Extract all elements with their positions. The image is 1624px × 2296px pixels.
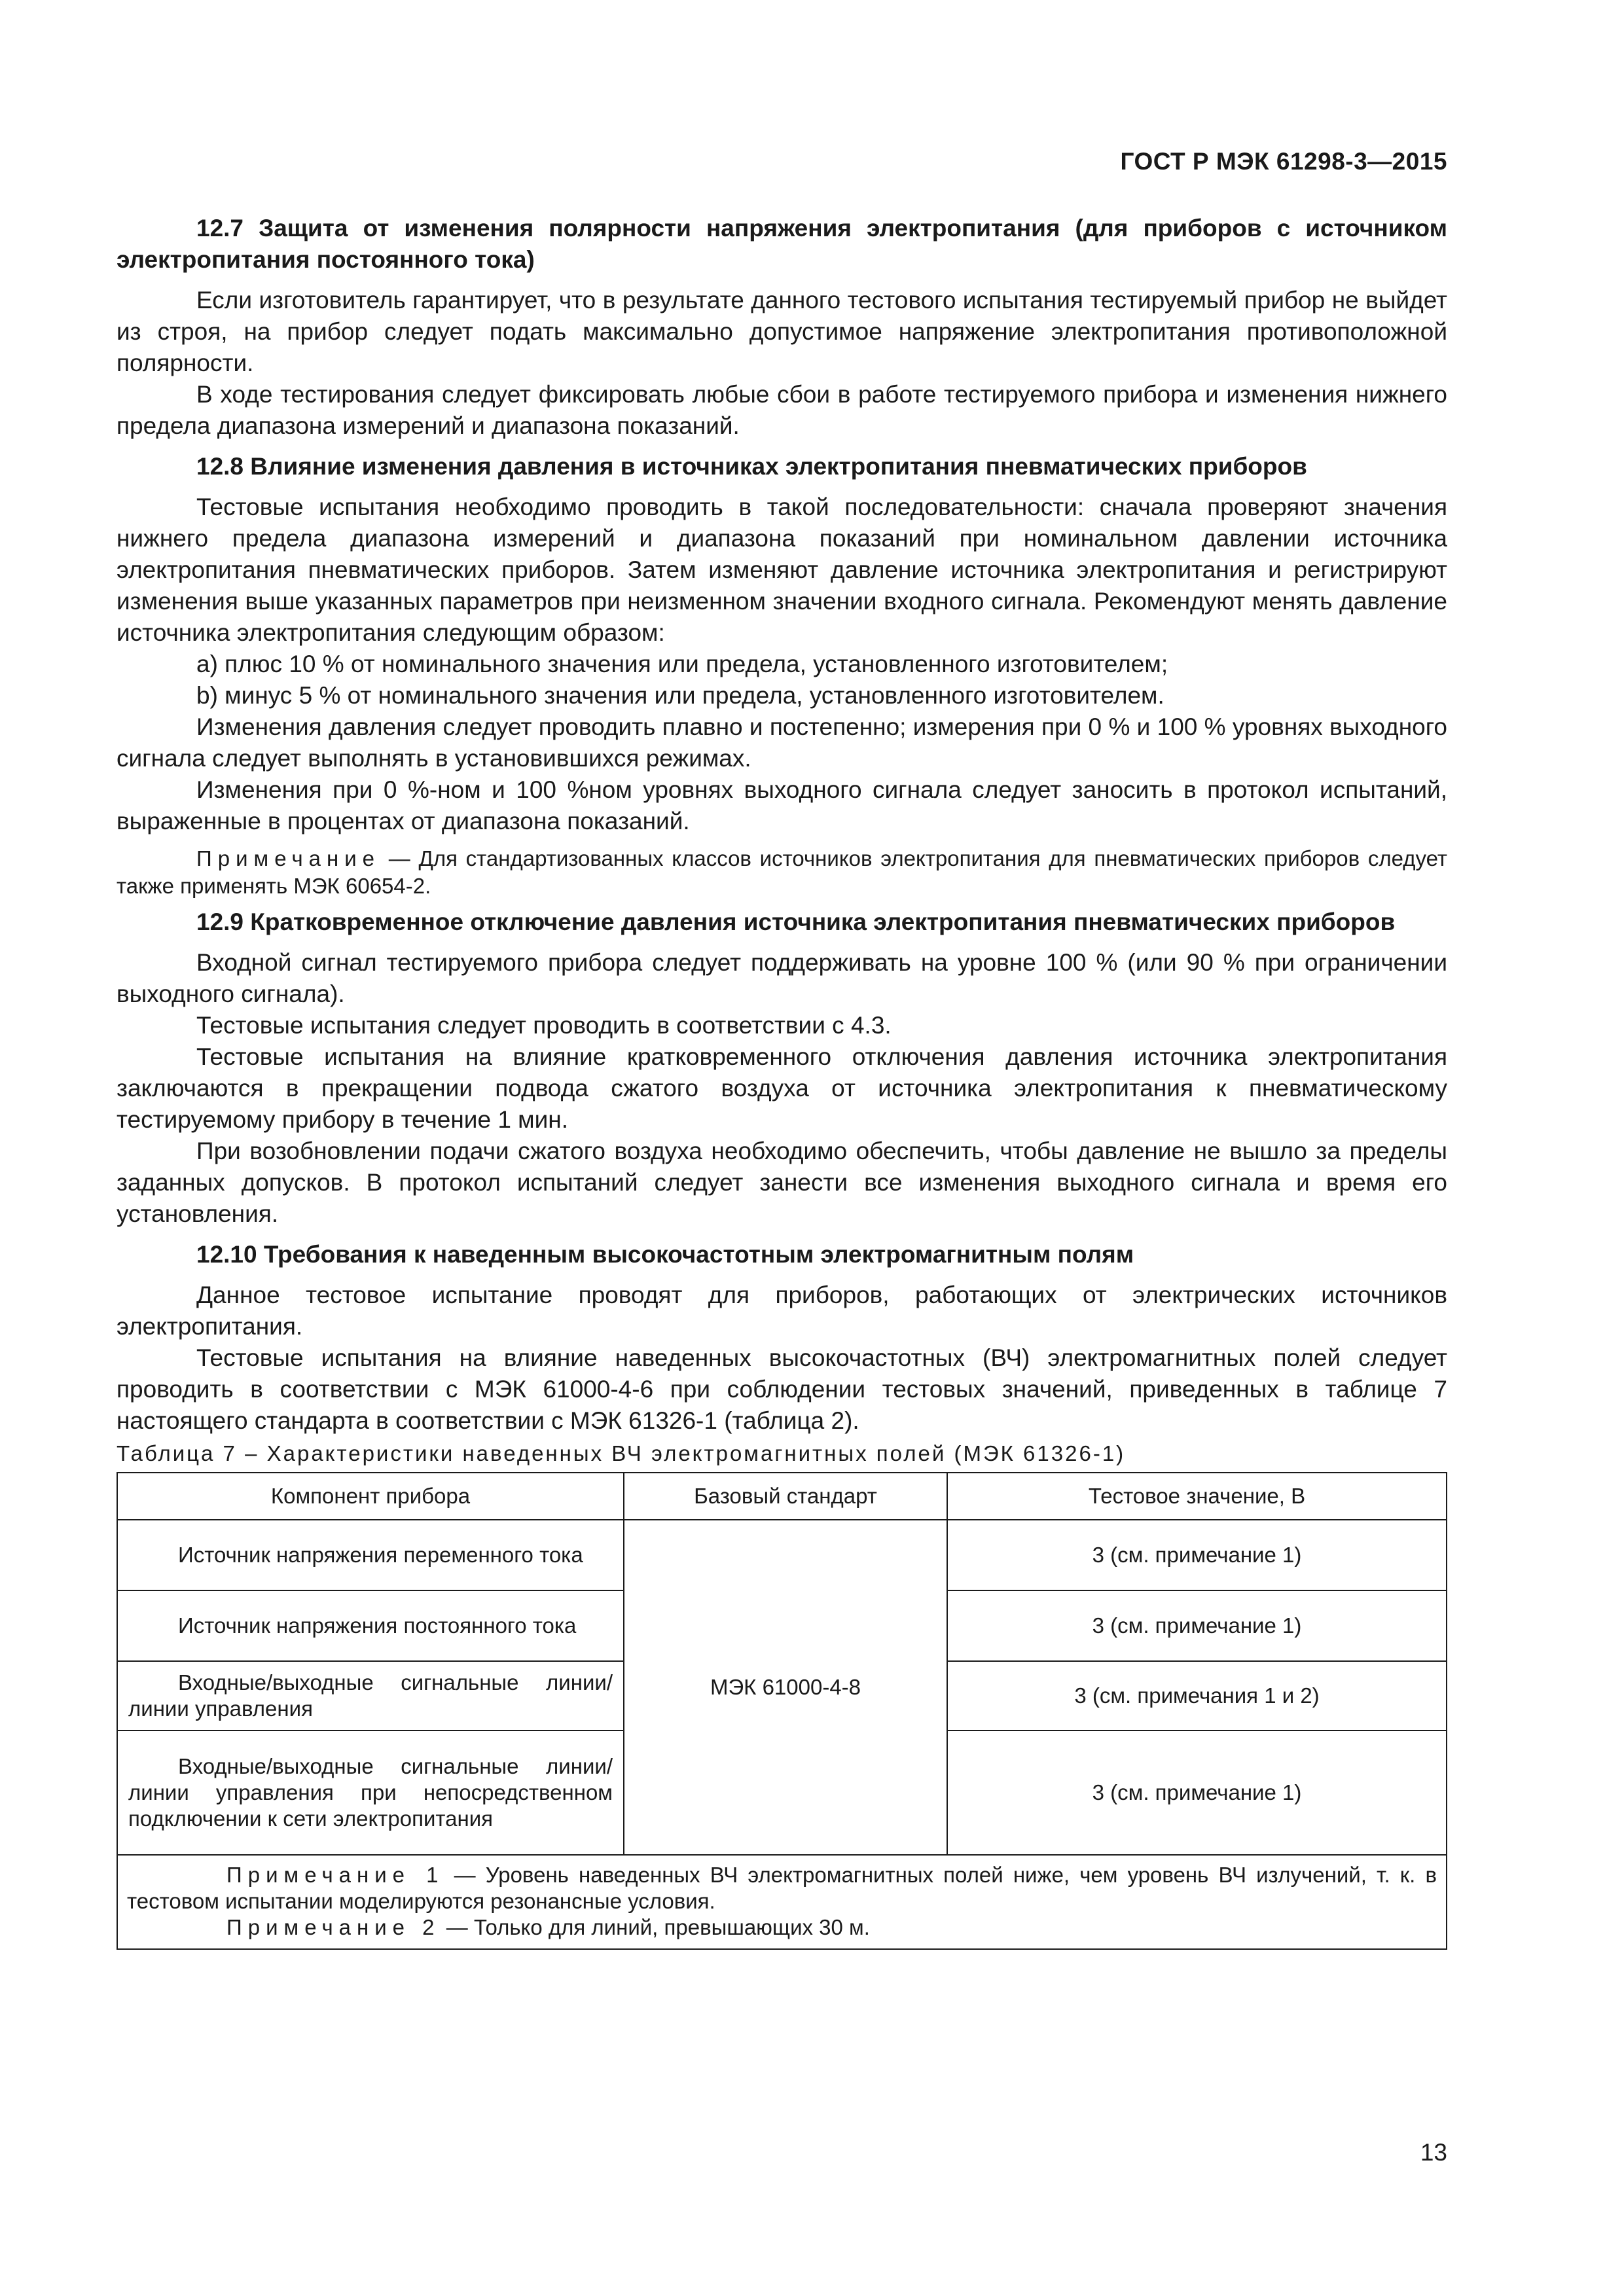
- table-7: [117, 1472, 1447, 1950]
- table-note-2: [127, 1914, 1437, 1941]
- table-notes-row: [117, 1855, 1447, 1949]
- section-12-9-heading: 12.9 Кратковременное отключение давления источника электропитания пневматических приборов: [196, 908, 1396, 935]
- table-note-1: [127, 1862, 1437, 1914]
- test-value-cell: 3 (см. примечание 1): [947, 1731, 1447, 1855]
- table-header-row: [117, 1473, 1447, 1520]
- document-code: ГОСТ Р МЭК 61298-3—2015: [1120, 148, 1447, 175]
- test-value-cell: 3 (см. примечание 1): [947, 1520, 1447, 1590]
- section-12-9-paragraph-4: При возобновлении подачи сжатого воздуха необходимо обеспечить, чтобы давление не вышло за пределы заданных допусков. В протокол испытаний следует занести все изменения выходного сигнала и время его установления.: [117, 1138, 1447, 1227]
- table-notes-cell: [117, 1855, 1447, 1949]
- component-cell: Входные/выходные сигнальные линии/линии управления при непосредственном подключении к сети электропитания: [117, 1731, 624, 1855]
- table-note-2-text: — Только для линий, превышающих 30 м.: [440, 1915, 870, 1939]
- section-12-10-heading: 12.10 Требования к наведенным высокочастотным электромагнитным полям: [196, 1241, 1134, 1268]
- section-12-8-item-b: b) минус 5 % от номинального значения или предела, установленного изготовителем.: [196, 682, 1164, 709]
- section-12-8-paragraph-2: Изменения давления следует проводить плавно и постепенно; измерения при 0 % и 100 % уровнях выходного сигнала следует выполнять в установившихся режимах.: [117, 713, 1447, 772]
- table-note-2-label: Примечание 2: [226, 1915, 441, 1939]
- component-cell: Источник напряжения постоянного тока: [117, 1590, 624, 1661]
- page-body: [117, 213, 1447, 1950]
- section-12-7-paragraph-1: Если изготовитель гарантирует, что в результате данного тестового испытания тестируемый прибор не выйдет из строя, на прибор следует подать максимально допустимое напряжение электропитания противоположной полярности.: [117, 287, 1447, 376]
- test-value-cell: 3 (см. примечания 1 и 2): [947, 1661, 1447, 1731]
- page-number: 13: [1420, 2139, 1447, 2166]
- section-12-7-paragraph-2: В ходе тестирования следует фиксировать любые сбои в работе тестируемого прибора и изменения нижнего предела диапазона измерений и диапазона показаний.: [117, 381, 1447, 439]
- section-12-10-paragraph-2: Тестовые испытания на влияние наведенных высокочастотных (ВЧ) электромагнитных полей следует проводить в соответствии с МЭК 61000-4-6 при соблюдении тестовых значений, приведенных в таблице 7 настоящего стандарта в соответствии с МЭК 61326-1 (таблица 2).: [117, 1344, 1447, 1434]
- base-standard-cell: МЭК 61000-4-8: [624, 1520, 947, 1855]
- column-header-component: Компонент прибора: [117, 1473, 624, 1520]
- table-note-1-text: — Уровень наведенных ВЧ электромагнитных полей ниже, чем уровень ВЧ излучений, т. к. в тестовом испытании моделируются резонансные условия.: [127, 1863, 1437, 1913]
- component-cell: Источник напряжения переменного тока: [117, 1520, 624, 1590]
- note-text: — Для стандартизованных классов источников электропитания для пневматических приборов следует также применять МЭК 60654-2.: [117, 846, 1447, 898]
- note-label: Примечание: [196, 846, 381, 870]
- section-12-9-paragraph-2: Тестовые испытания следует проводить в соответствии с 4.3.: [196, 1012, 892, 1039]
- table-7-caption: Таблица 7 – Характеристики наведенных ВЧ электромагнитных полей (МЭК 61326-1): [117, 1441, 1126, 1465]
- table-note-1-label: Примечание 1: [226, 1863, 444, 1887]
- section-12-10-paragraph-1: Данное тестовое испытание проводят для приборов, работающих от электрических источников электропитания.: [117, 1282, 1447, 1340]
- section-12-8-note: [117, 845, 1447, 900]
- test-value-cell: 3 (см. примечание 1): [947, 1590, 1447, 1661]
- section-12-9-paragraph-3: Тестовые испытания на влияние кратковременного отключения давления источника электропитания заключаются в прекращении подвода сжатого воздуха от источника электропитания к пневматическому тестируемому прибору в течение 1 мин.: [117, 1043, 1447, 1133]
- section-12-8-paragraph-1: Тестовые испытания необходимо проводить в такой последовательности: сначала проверяют значения нижнего предела диапазона измерений и диапазона показаний при номинальном давлении источника электропитания пневматических приборов. Затем изменяют давление источника электропитания и регистрируют изменения выше указанных параметров при неизменном значении входного сигнала. Рекомендуют менять давление источника электропитания следующим образом:: [117, 493, 1447, 646]
- component-cell: Входные/выходные сигнальные линии/линии управления: [117, 1661, 624, 1731]
- section-12-7-heading: 12.7 Защита от изменения полярности напряжения электропитания (для приборов с источником электропитания постоянного тока): [117, 215, 1447, 273]
- table-row: [117, 1520, 1447, 1590]
- section-12-8-item-a: a) плюс 10 % от номинального значения или предела, установленного изготовителем;: [196, 651, 1168, 677]
- column-header-base-standard: Базовый стандарт: [624, 1473, 947, 1520]
- column-header-test-value: Тестовое значение, В: [947, 1473, 1447, 1520]
- section-12-8-heading: 12.8 Влияние изменения давления в источниках электропитания пневматических приборов: [196, 453, 1307, 480]
- section-12-8-paragraph-3: Изменения при 0 %-ном и 100 %ном уровнях выходного сигнала следует заносить в протокол испытаний, выраженные в процентах от диапазона показаний.: [117, 776, 1447, 834]
- section-12-9-paragraph-1: Входной сигнал тестируемого прибора следует поддерживать на уровне 100 % (или 90 % при ограничении выходного сигнала).: [117, 949, 1447, 1007]
